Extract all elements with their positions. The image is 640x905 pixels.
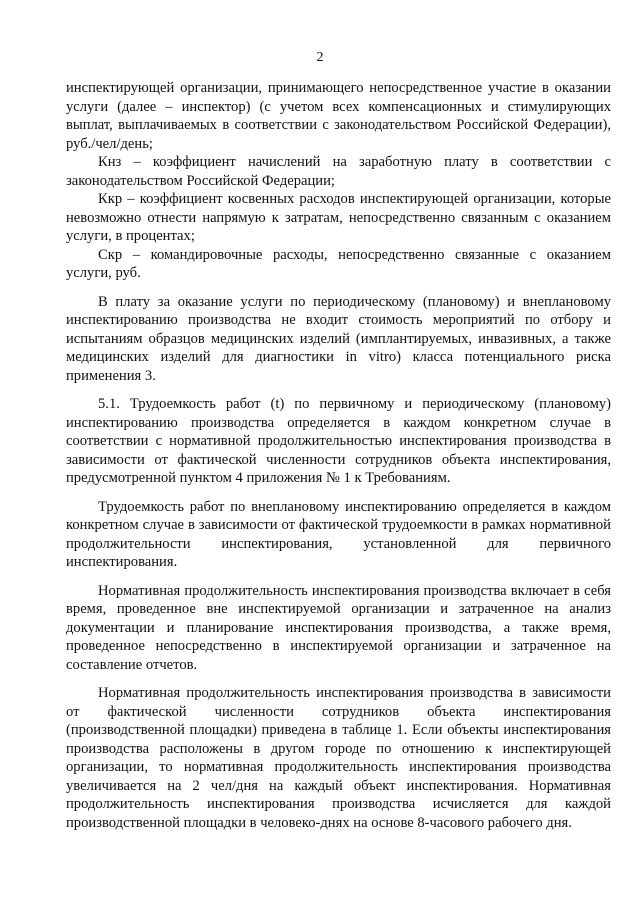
paragraph-normative-duration-table: Нормативная продолжительность инспектирования производства в зависимости от фактической численности сотрудников объекта инспектирования (производственной площадки) приведена в таблице 1. Если объекты инспектирования производства расположены в другом городе по отношению к инспектирующей организации, то нормативная продолжительность инспектирования производства увеличивается на 2 чел/дня на каждый объект инспектирования. Нормативная продолжительность инспектирования производства исчисляется для каждой производственной площадки в человеко-днях на основе 8-часового рабочего дня. — [66, 685, 611, 831]
paragraph-kkr-definition: Ккр – коэффициент косвенных расходов инспектирующей организации, которые невозможно отнести напрямую к затратам, непосредственно связанным с оказанием услуги, в процентах; — [66, 191, 611, 244]
document-body — [66, 79, 611, 832]
paragraph-5-1-labor-intensity: 5.1. Трудоемкость работ (t) по первичному и периодическому (плановому) инспектированию производства определяется в каждом конкретном случае в соответствии с нормативной продолжительностью инспектирования производства в зависимости от фактической численности сотрудников объекта инспектирования, предусмотренной пунктом 4 приложения № 1 к Требованиям. — [66, 396, 611, 486]
paragraph-normative-duration-scope: Нормативная продолжительность инспектирования производства включает в себя время, проведенное вне инспектируемой организации и затраченное на анализ документации и планирование инспектирования производства, а также время, проведенное непосредственно в инспектируемой организации и затраченное на составление отчетов. — [66, 582, 611, 673]
paragraph-fee-exclusions: В плату за оказание услуги по периодическому (плановому) и внеплановому инспектированию производства не входит стоимость мероприятий по отбору и испытаниям образцов медицинских изделий (имплантируемых, инвазивных, а также медицинских изделий для диагностики in vitro) класса потенциального риска применения 3. — [66, 293, 611, 384]
paragraph-salary-continuation: инспектирующей организации, принимающего непосредственное участие в оказании услуги (далее – инспектор) (с учетом всех компенсационных и стимулирующих выплат, выплачиваемых в соответствии с законодательством Российской Федерации), руб./чел/день; — [66, 80, 611, 152]
page-number: 2 — [316, 50, 324, 65]
paragraph-unscheduled-inspection: Трудоемкость работ по внеплановому инспектированию определяется в каждом конкретном случае в зависимости от фактической трудоемкости в рамках нормативной продолжительности инспектирования, установленной для первичного инспектирования. — [66, 498, 611, 570]
paragraph-skr-definition: Скр – командировочные расходы, непосредственно связанные с оказанием услуги, руб. — [66, 246, 611, 281]
paragraph-knz-definition: Кнз – коэффициент начислений на заработную плату в соответствии с законодательством Российской Федерации; — [66, 154, 611, 189]
